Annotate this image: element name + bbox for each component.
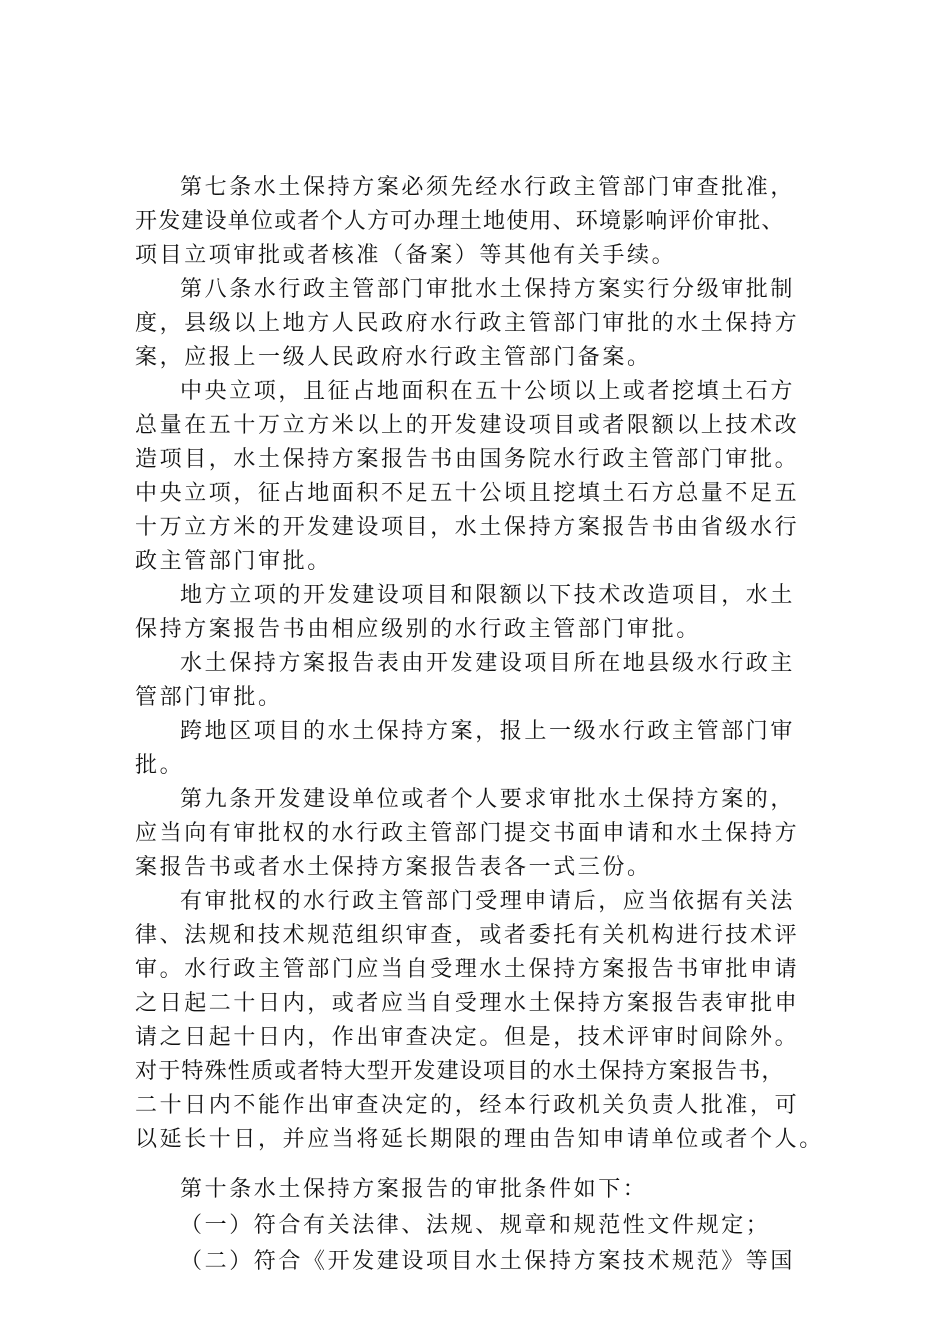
report-form-line-1: 水土保持方案报告表由开发建设项目所在地县级水行政主: [180, 651, 796, 676]
review-line-8: 以延长十日，并应当将延长期限的理由告知申请单位或者个人。: [135, 1127, 824, 1152]
article-7-line-3: 项目立项审批或者核准（备案）等其他有关手续。: [135, 243, 677, 268]
cross-region-line-2: 批。: [135, 753, 185, 778]
cross-region-line-1: 跨地区项目的水土保持方案，报上一级水行政主管部门审: [180, 719, 796, 744]
central-project-line-6: 政主管部门审批。: [135, 549, 332, 574]
article-8-line-1: 第八条水行政主管部门审批水土保持方案实行分级审批制: [180, 277, 796, 302]
central-project-line-4: 中央立项，征占地面积不足五十公顷且挖填土石方总量不足五: [135, 481, 800, 506]
article-8-line-3: 案，应报上一级人民政府水行政主管部门备案。: [135, 345, 652, 370]
review-line-5: 请之日起十日内，作出审查决定。但是，技术评审时间除外。: [135, 1025, 800, 1050]
review-line-2: 律、法规和技术规范组织审查，或者委托有关机构进行技术评: [135, 923, 800, 948]
article-7-line-1: 第七条水土保持方案必须先经水行政主管部门审查批准，: [180, 175, 796, 200]
central-project-line-1: 中央立项，且征占地面积在五十公顷以上或者挖填土石方: [180, 379, 796, 404]
article-7-line-2: 开发建设单位或者个人方可办理土地使用、环境影响评价审批、: [135, 209, 785, 234]
central-project-line-2: 总量在五十万立方米以上的开发建设项目或者限额以上技术改: [135, 413, 800, 438]
central-project-line-5: 十万立方米的开发建设项目，水土保持方案报告书由省级水行: [135, 515, 800, 540]
condition-2: （二）符合《开发建设项目水土保持方案技术规范》等国: [180, 1249, 796, 1274]
local-project-line-1: 地方立项的开发建设项目和限额以下技术改造项目，水土: [180, 583, 796, 608]
article-10-line-1: 第十条水土保持方案报告的审批条件如下：: [180, 1177, 648, 1202]
condition-1: （一）符合有关法律、法规、规章和规范性文件规定；: [180, 1213, 771, 1238]
article-9-line-1: 第九条开发建设单位或者个人要求审批水土保持方案的，: [180, 787, 796, 812]
article-9-line-3: 案报告书或者水土保持方案报告表各一式三份。: [135, 855, 652, 880]
central-project-line-3: 造项目，水土保持方案报告书由国务院水行政主管部门审批。: [135, 447, 800, 472]
report-form-line-2: 管部门审批。: [135, 685, 283, 710]
local-project-line-2: 保持方案报告书由相应级别的水行政主管部门审批。: [135, 617, 701, 642]
article-9-line-2: 应当向有审批权的水行政主管部门提交书面申请和水土保持方: [135, 821, 800, 846]
review-line-6: 对于特殊性质或者特大型开发建设项目的水土保持方案报告书，: [135, 1059, 785, 1084]
review-line-7: 二十日内不能作出审查决定的，经本行政机关负责人批准，可: [135, 1093, 800, 1118]
review-line-3: 审。水行政主管部门应当自受理水土保持方案报告书审批申请: [135, 957, 800, 982]
review-line-4: 之日起二十日内，或者应当自受理水土保持方案报告表审批申: [135, 991, 800, 1016]
article-8-line-2: 度，县级以上地方人民政府水行政主管部门审批的水土保持方: [135, 311, 800, 336]
review-line-1: 有审批权的水行政主管部门受理申请后，应当依据有关法: [180, 889, 796, 914]
